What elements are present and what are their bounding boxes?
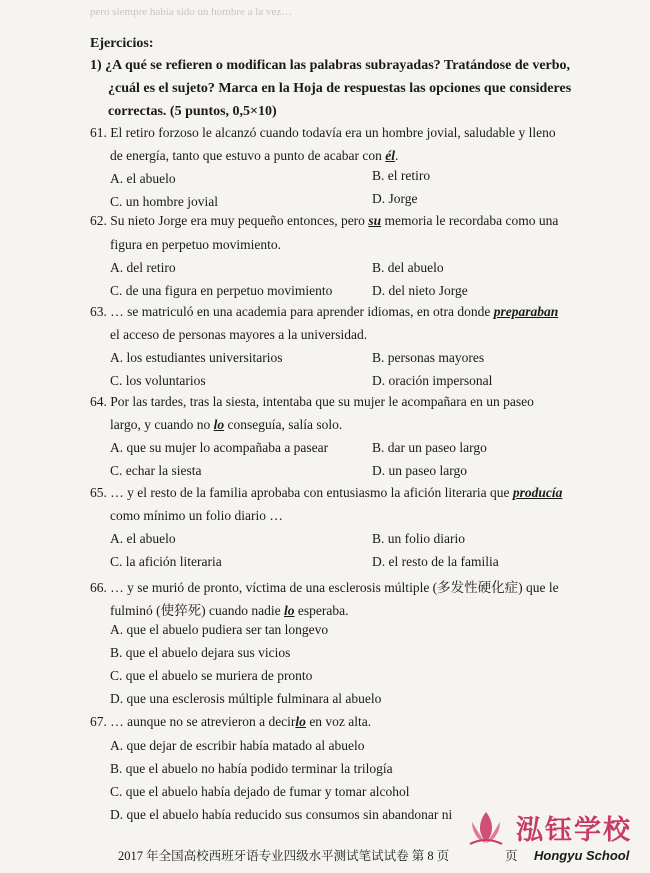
option-a: A. los estudiantes universitarios (110, 350, 283, 365)
question-text: . (395, 148, 399, 163)
option-a: A. el abuelo (110, 171, 176, 186)
option-c: C. la afición literaria (110, 554, 222, 569)
option-d: D. oración impersonal (372, 373, 493, 388)
instruction-line-1: 1) ¿A qué se refieren o modifican las palabras subrayadas? Tratándose de verbo, (90, 58, 571, 73)
question-text: … y se murió de pronto, víctima de una esclerosis múltiple (多发性硬化症) que le (110, 580, 559, 595)
instruction-line-3: correctas. (5 puntos, 0,5×10) (108, 104, 277, 119)
question-text: El retiro forzoso le alcanzó cuando todavía era un hombre jovial, saludable y lleno (110, 125, 556, 140)
option-d: D. del nieto Jorge (372, 283, 468, 298)
question-text: de energía, tanto que estuvo a punto de acabar con (110, 148, 386, 163)
page-footer-tail: 页 (505, 849, 518, 863)
question-number: 64. (90, 394, 107, 409)
underlined-word: producía (512, 485, 563, 500)
question-text: … se matriculó en una academia para aprender idiomas, en otra donde (110, 304, 494, 319)
exercises-title: Ejercicios: (90, 36, 154, 51)
question-text: largo, y cuando no (110, 417, 214, 432)
bleed-through-text: pero siempre había sido un hombre a la vez… (90, 6, 293, 18)
lotus-icon (464, 806, 508, 850)
underlined-word: lo (295, 714, 306, 729)
option-b: B. que el abuelo dejara sus vicios (110, 645, 291, 660)
option-d: D. que el abuelo había reducido sus consumos sin abandonar ni (110, 807, 453, 822)
question-text: … y el resto de la familia aprobaba con entusiasmo la afición literaria que (110, 485, 513, 500)
option-a: A. que dejar de escribir había matado al abuelo (110, 738, 365, 753)
instruction-line-2: ¿cuál es el sujeto? Marca en la Hoja de respuestas las opciones que consideres (108, 81, 572, 96)
option-d: D. el resto de la familia (372, 554, 499, 569)
question-text: el acceso de personas mayores a la universidad. (110, 327, 368, 342)
option-c: C. que el abuelo había dejado de fumar y tomar alcohol (110, 784, 410, 799)
question-text: en voz alta. (305, 714, 372, 729)
option-b: B. el retiro (372, 168, 431, 183)
question-number: 61. (90, 125, 107, 140)
question-text: como mínimo un folio diario … (110, 508, 283, 523)
option-b: B. del abuelo (372, 260, 444, 275)
question-text: conseguía, salía solo. (224, 417, 343, 432)
underlined-word: preparaban (493, 304, 559, 319)
option-b: B. dar un paseo largo (372, 440, 487, 455)
option-d: D. un paseo largo (372, 463, 467, 478)
question-text: figura en perpetuo movimiento. (110, 237, 281, 252)
underlined-word: lo (213, 417, 225, 432)
option-a: A. que el abuelo pudiera ser tan longevo (110, 622, 329, 637)
option-c: C. los voluntarios (110, 373, 206, 388)
option-c: C. que el abuelo se muriera de pronto (110, 668, 313, 683)
question-number: 66. (90, 580, 107, 595)
page-footer: 2017 年全国高校西班牙语专业四级水平测试笔试试卷 第 8 页 (118, 849, 450, 863)
logo-text: 泓钰学校 (516, 815, 632, 846)
logo-subtitle: Hongyu School (534, 848, 630, 863)
question-text: memoria le recordaba como una (381, 213, 559, 228)
option-d: D. que una esclerosis múltiple fulminara al abuelo (110, 691, 382, 706)
question-text: Por las tardes, tras la siesta, intentaba que su mujer le acompañara en un paseo (110, 394, 534, 409)
question-text: esperaba. (294, 603, 349, 618)
question-number: 63. (90, 304, 107, 319)
question-number: 67. (90, 714, 107, 729)
option-c: C. un hombre jovial (110, 194, 218, 209)
option-b: B. un folio diario (372, 531, 465, 546)
option-d: D. Jorge (372, 191, 418, 206)
question-text: … aunque no se atrevieron a decir (110, 714, 296, 729)
question-text: Su nieto Jorge era muy pequeño entonces, pero (110, 213, 369, 228)
option-b: B. que el abuelo no había podido terminar la trilogía (110, 761, 393, 776)
underlined-word: su (368, 213, 382, 228)
option-c: C. de una figura en perpetuo movimiento (110, 283, 333, 298)
underlined-word: lo (283, 603, 295, 618)
option-b: B. personas mayores (372, 350, 485, 365)
option-a: A. del retiro (110, 260, 176, 275)
option-a: A. el abuelo (110, 531, 176, 546)
option-a: A. que su mujer lo acompañaba a pasear (110, 440, 329, 455)
school-logo (464, 806, 644, 868)
underlined-word: él (385, 148, 396, 163)
option-c: C. echar la siesta (110, 463, 202, 478)
question-number: 65. (90, 485, 107, 500)
question-number: 62. (90, 213, 107, 228)
question-text: fulminó (使猝死) cuando nadie (110, 603, 284, 618)
